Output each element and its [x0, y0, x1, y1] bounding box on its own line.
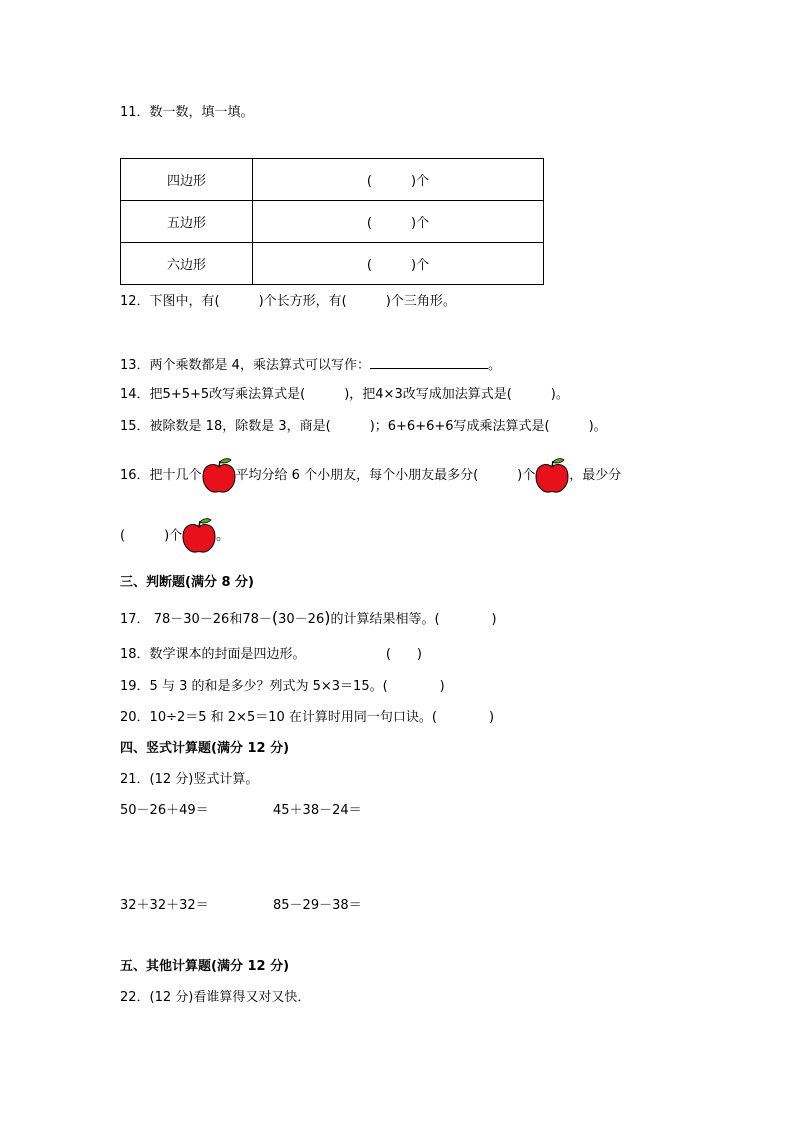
q17-mid: 和	[229, 612, 243, 627]
question-16	[120, 456, 621, 496]
question-13	[120, 356, 501, 375]
answer-blank: ( )个	[253, 201, 544, 243]
q17-tail: 的计算结果相等。( )	[330, 612, 497, 627]
question-17: 17． 78－30－26和78－(30－26)的计算结果相等。( )	[120, 608, 497, 627]
q18-paren: ( )	[385, 647, 422, 662]
question-11: 11．数一数，填一填。	[120, 105, 254, 120]
section-5-title: 五、其他计算题(满分 12 分)	[120, 959, 290, 974]
question-12: 12．下图中，有( )个长方形，有( )个三角形。	[120, 294, 456, 309]
row-label: 五边形	[121, 201, 253, 243]
section-4-title: 四、竖式计算题(满分 12 分)	[120, 741, 290, 756]
question-16-cont	[120, 518, 229, 554]
row-label: 四边形	[121, 159, 253, 201]
q17-expr2a: 78－	[242, 612, 272, 627]
answer-line	[370, 356, 488, 369]
apple-icon	[535, 458, 569, 494]
question-13-text: 13．两个乘数都是 4，乘法算式可以写作：	[120, 358, 370, 373]
apple-icon	[202, 458, 236, 494]
q16-part1: 16．把十几个	[120, 468, 202, 483]
table-row	[121, 201, 544, 243]
q17-expr2b: 30－26	[278, 612, 325, 627]
expr-3: 32＋32＋32＝	[120, 898, 209, 913]
question-21: 21．(12 分)竖式计算。	[120, 772, 259, 787]
expr-4: 85－29－38＝	[273, 898, 362, 913]
row-label: 六边形	[121, 243, 253, 285]
expr-1: 50－26＋49＝	[120, 803, 209, 818]
answer-blank: ( )个	[253, 243, 544, 285]
question-20: 20．10÷2＝5 和 2×5＝10 在计算时用同一句口诀。( )	[120, 710, 495, 725]
q16-part3: ，最少分	[569, 468, 622, 483]
answer-blank: ( )个	[253, 159, 544, 201]
table-row	[121, 243, 544, 285]
q18-text: 18．数学课本的封面是四边形。	[120, 647, 306, 662]
q17-label: 17．	[120, 612, 150, 627]
q17-expr1: 78－30－26	[153, 612, 230, 627]
question-13-end: 。	[487, 358, 501, 373]
q16-part2: 平均分给 6 个小朋友，每个小朋友最多分( )个	[235, 468, 536, 483]
table-row	[121, 159, 544, 201]
expr-2: 45＋38－24＝	[273, 803, 362, 818]
question-19: 19．5 与 3 的和是多少？列式为 5×3＝15。( )	[120, 679, 445, 694]
apple-icon	[182, 518, 216, 554]
question-18	[120, 646, 422, 664]
shape-count-table	[120, 158, 544, 285]
question-14: 14．把5+5+5改写乘法算式是( )，把4×3改写成加法算式是( )。	[120, 387, 569, 402]
section-3-title: 三、判断题(满分 8 分)	[120, 575, 254, 590]
q16-part5: 。	[216, 528, 230, 544]
question-22: 22．(12 分)看谁算得又对又快．	[120, 990, 311, 1005]
question-15: 15．被除数是 18，除数是 3，商是( )；6+6+6+6写成乘法算式是( )。	[120, 419, 607, 434]
q16-part4: ( )个	[120, 528, 183, 544]
